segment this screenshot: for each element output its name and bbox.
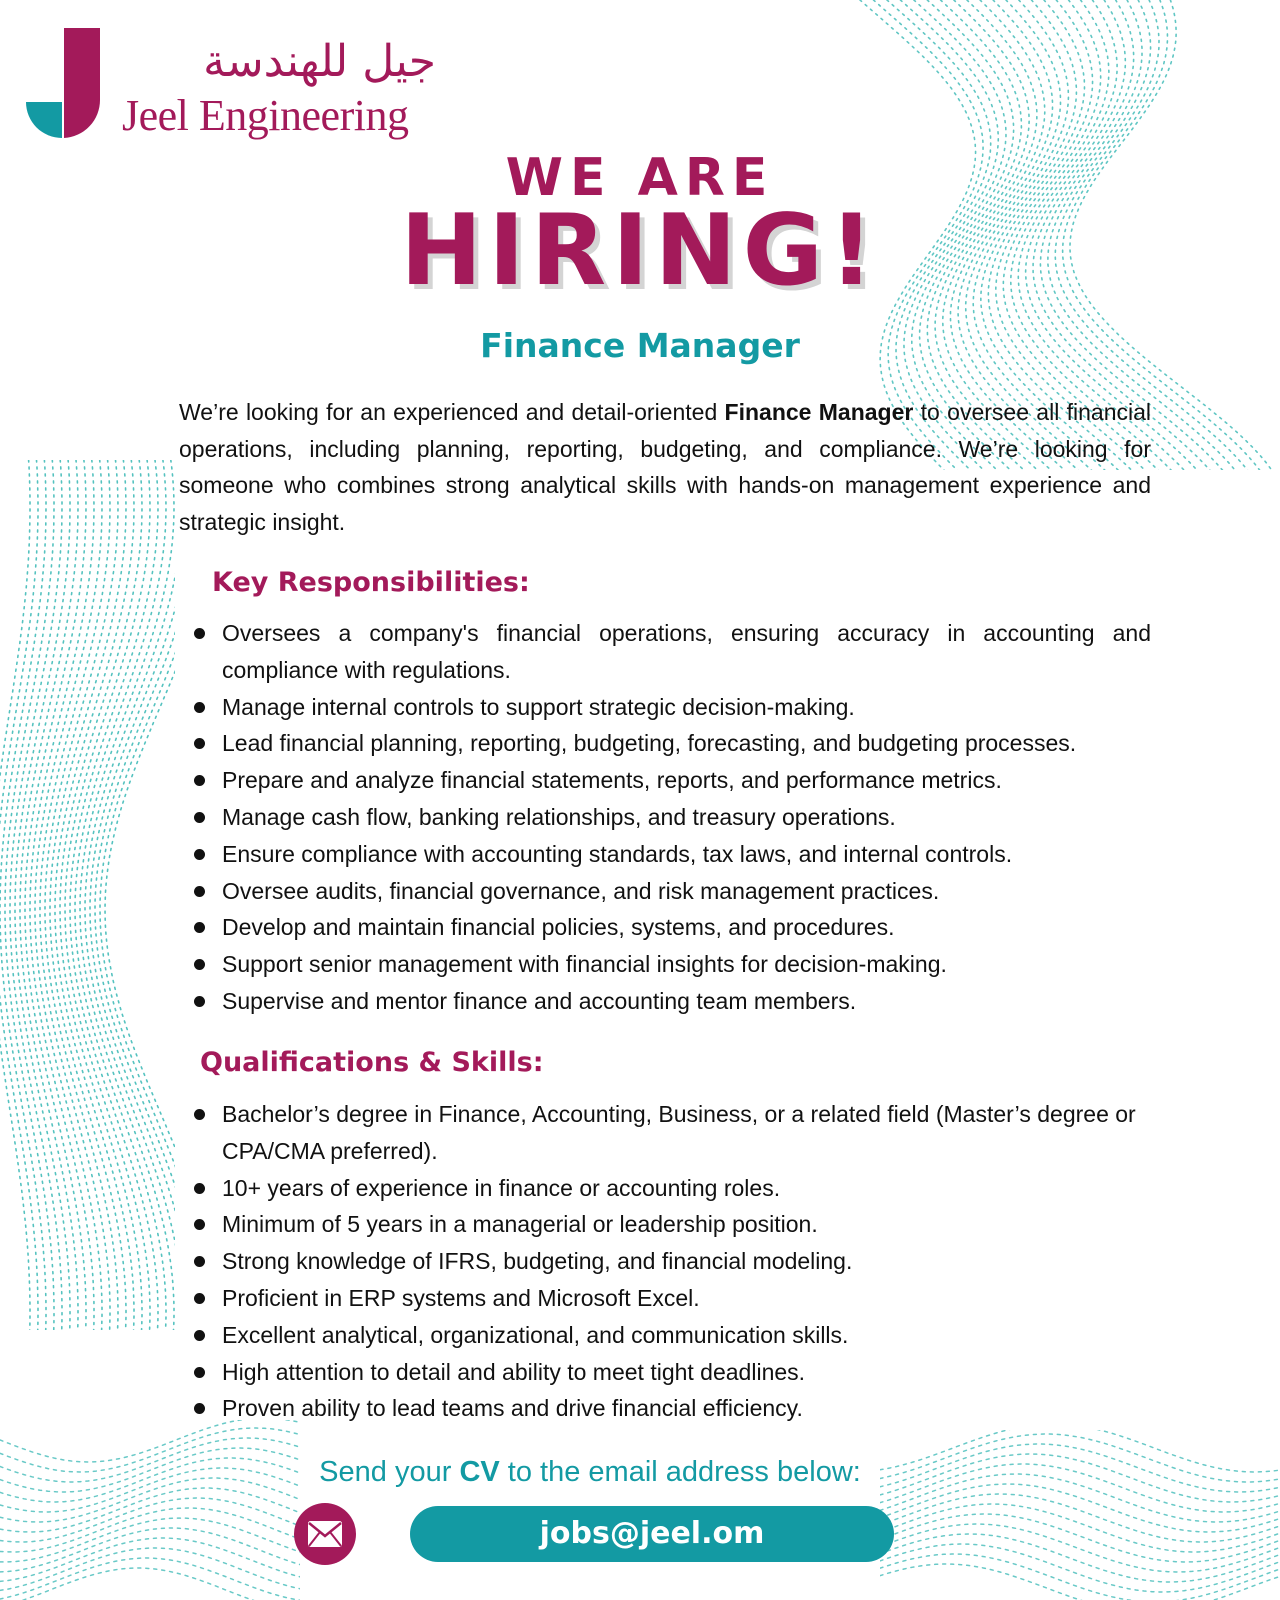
intro-bold-role: Finance Manager xyxy=(724,399,914,425)
bullet-dot-icon xyxy=(194,1219,205,1230)
bullet-dot-icon xyxy=(194,1367,205,1378)
responsibility-item xyxy=(179,725,1151,762)
responsibility-item-text: Lead financial planning, reporting, budgeting, forecasting, and budgeting processes. xyxy=(222,730,1077,757)
bullet-dot-icon xyxy=(194,959,205,970)
bullet-dot-icon xyxy=(194,702,205,713)
qualification-item xyxy=(179,1170,1151,1207)
responsibility-item xyxy=(179,909,1151,946)
qualifications-list xyxy=(179,1096,1151,1427)
bullet-dot-icon xyxy=(194,738,205,749)
job-title: Finance Manager xyxy=(480,326,800,365)
send-suffix: to the email address below: xyxy=(499,1456,861,1488)
responsibility-item-text: Supervise and mentor finance and accounting team members. xyxy=(222,987,857,1014)
decorative-wave-left xyxy=(0,460,175,1330)
responsibility-item xyxy=(179,689,1151,726)
email-address-button[interactable]: jobs@jeel.om xyxy=(410,1506,894,1562)
responsibilities-heading: Key Responsibilities: xyxy=(212,567,530,598)
bullet-dot-icon xyxy=(194,775,205,786)
qualification-item xyxy=(179,1280,1151,1317)
qualification-item-text: Minimum of 5 years in a managerial or leadership position. xyxy=(222,1211,818,1238)
headline-we-are: WE ARE xyxy=(505,148,775,208)
responsibility-item-text: Ensure compliance with accounting standards, tax laws, and internal controls. xyxy=(222,840,1013,867)
responsibility-item xyxy=(179,615,1151,689)
bullet-dot-icon xyxy=(194,922,205,933)
intro-text-end: to oversee all financial operations, including planning, reporting, budgeting, and compliance. We’re looking for someone who combines strong analytical skills with hands-on management experience and strategic insight. xyxy=(179,399,1151,535)
responsibility-item-text: Oversees a company's financial operations, ensuring accuracy in accounting and compliance with regulations. xyxy=(222,620,1151,683)
headline-hiring: HIRING! xyxy=(400,194,880,308)
job-intro xyxy=(179,394,1151,540)
qualification-item xyxy=(179,1243,1151,1280)
intro-text-start: We’re looking for an experienced and detail-oriented xyxy=(179,399,725,425)
bullet-dot-icon xyxy=(194,1183,205,1194)
bullet-dot-icon xyxy=(194,996,205,1007)
bullet-dot-icon xyxy=(194,849,205,860)
responsibility-item-text: Manage internal controls to support strategic decision-making. xyxy=(222,693,855,720)
bullet-dot-icon xyxy=(194,1256,205,1267)
qualification-item-text: 10+ years of experience in finance or accounting roles. xyxy=(222,1174,781,1201)
send-cv-bold: CV xyxy=(459,1456,500,1488)
responsibilities-list xyxy=(179,615,1151,1020)
envelope-icon xyxy=(294,1503,356,1565)
jeel-logo-mark-icon xyxy=(26,28,102,140)
logo-arabic-name: جيل للهندسة xyxy=(203,36,436,87)
bullet-dot-icon xyxy=(194,1403,205,1414)
responsibility-item xyxy=(179,799,1151,836)
qualification-item xyxy=(179,1317,1151,1354)
responsibility-item-text: Oversee audits, financial governance, and risk management practices. xyxy=(222,877,940,904)
company-logo xyxy=(26,28,436,148)
responsibility-item xyxy=(179,983,1151,1020)
responsibility-item-text: Prepare and analyze financial statements, reports, and performance metrics. xyxy=(222,767,1002,794)
responsibility-item xyxy=(179,946,1151,983)
qualification-item xyxy=(179,1354,1151,1391)
send-cv-instruction xyxy=(0,1452,1180,1492)
bullet-dot-icon xyxy=(194,1293,205,1304)
qualification-item-text: Proficient in ERP systems and Microsoft Excel. xyxy=(222,1284,700,1311)
qualification-item-text: Excellent analytical, organizational, and communication skills. xyxy=(222,1321,849,1348)
responsibility-item xyxy=(179,762,1151,799)
responsibility-item-text: Manage cash flow, banking relationships, and treasury operations. xyxy=(222,803,896,830)
send-prefix: Send your xyxy=(319,1456,460,1488)
logo-english-name: Jeel Engineering xyxy=(122,91,409,140)
bullet-dot-icon xyxy=(194,886,205,897)
qualification-item-text: Proven ability to lead teams and drive financial efficiency. xyxy=(222,1395,803,1422)
responsibility-item-text: Support senior management with financial insights for decision-making. xyxy=(222,951,947,978)
qualification-item xyxy=(179,1390,1151,1427)
bullet-dot-icon xyxy=(194,812,205,823)
responsibility-item xyxy=(179,836,1151,873)
responsibility-item-text: Develop and maintain financial policies, systems, and procedures. xyxy=(222,914,895,941)
qualification-item xyxy=(179,1096,1151,1170)
qualification-item-text: High attention to detail and ability to meet tight deadlines. xyxy=(222,1358,806,1385)
responsibility-item xyxy=(179,873,1151,910)
bullet-dot-icon xyxy=(194,1330,205,1341)
qualification-item xyxy=(179,1206,1151,1243)
bullet-dot-icon xyxy=(194,1109,205,1120)
decorative-wave-bottom-left xyxy=(0,1420,300,1600)
qualification-item-text: Strong knowledge of IFRS, budgeting, and financial modeling. xyxy=(222,1248,853,1275)
bullet-dot-icon xyxy=(194,628,205,639)
qualification-item-text: Bachelor’s degree in Finance, Accounting, Business, or a related field (Master’s degree or CPA/CMA preferred). xyxy=(222,1101,1136,1164)
qualifications-heading: Qualifications & Skills: xyxy=(200,1047,544,1078)
